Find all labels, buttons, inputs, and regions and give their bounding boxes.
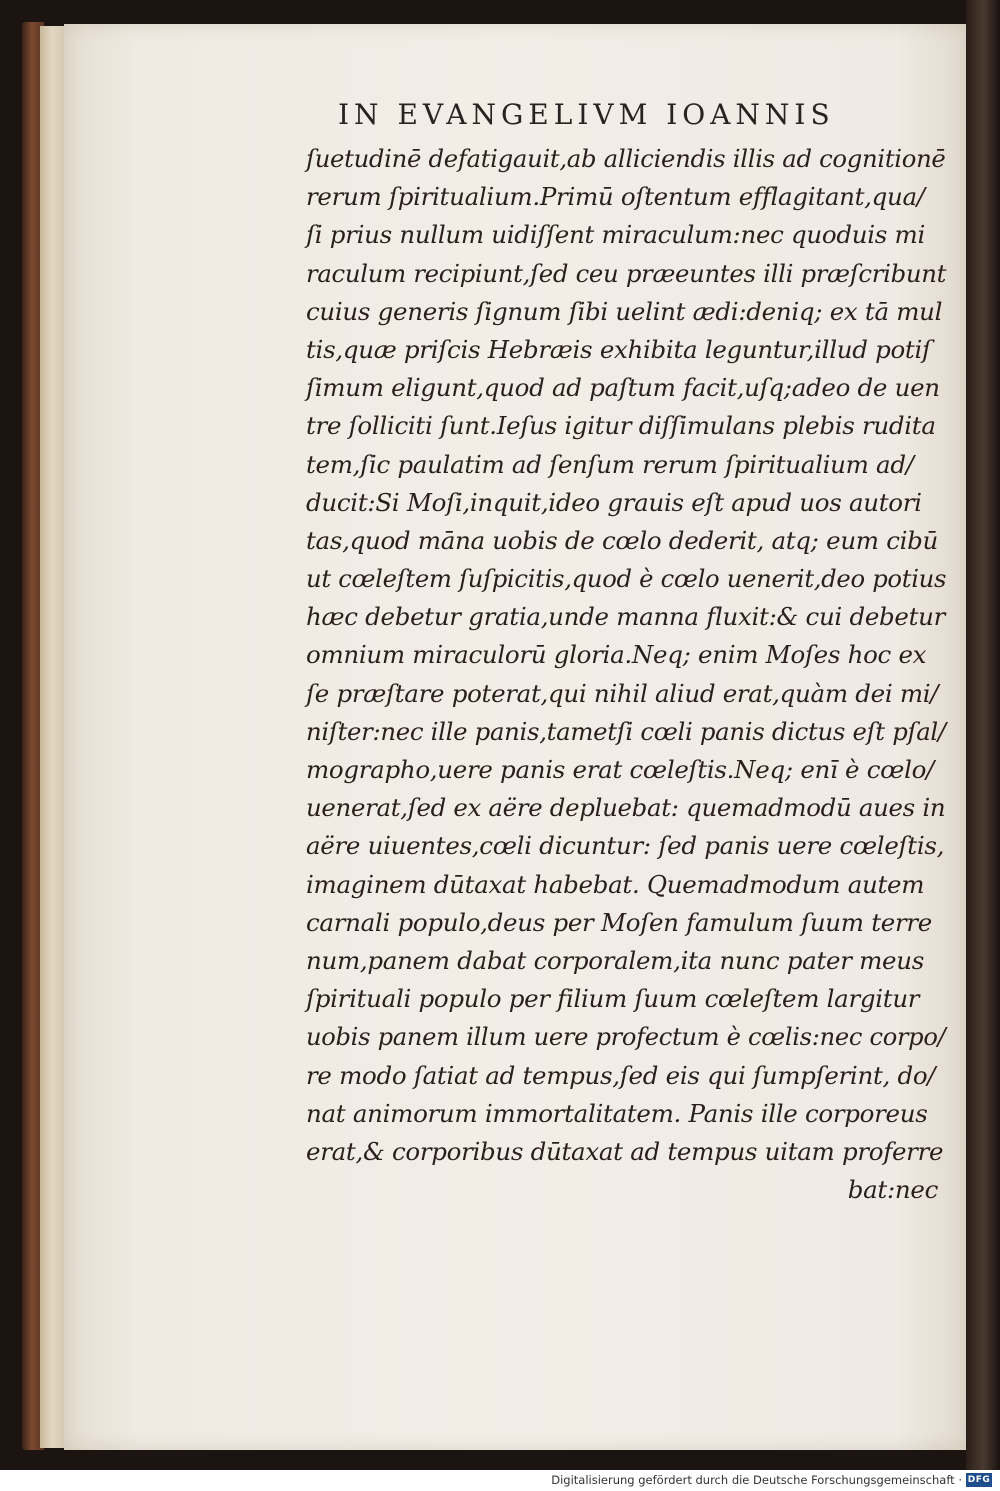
text-line: raculum recipiunt,ſed ceu præeuntes illi præſcribunt xyxy=(306,258,947,288)
text-line: omnium miraculorū gloria.Neq; enim Moſes hoc ex xyxy=(306,640,927,670)
book-binding-edge xyxy=(966,0,1000,1470)
funding-credit: Digitalisierung gefördert durch die Deutsche Forschungsgemeinschaft · xyxy=(551,1473,962,1487)
text-line: mographo,uere panis erat cœleſtis.Neq; enī è cœlo/ xyxy=(306,755,935,784)
text-line: nat animorum immortalitatem. Panis ille corporeus xyxy=(306,1098,928,1128)
text-line: imaginem dūtaxat habebat. Quemadmodum autem xyxy=(306,869,925,899)
text-line: ſpirituali populo per filium ſuum cœleſtem largitur xyxy=(306,984,920,1014)
text-line: tis,quæ priſcis Hebræis exhibita leguntur,illud potiſ xyxy=(306,334,931,364)
text-line: ſe præſtare poterat,qui nihil aliud erat,quàm dei mi/ xyxy=(306,678,939,708)
text-line: ut cœleſtem ſuſpicitis,quod è cœlo uenerit,deo potius xyxy=(306,564,947,594)
text-line: ſuetudinē defatigauit,ab alliciendis illis ad cognitionē xyxy=(306,144,946,173)
text-line: num,panem dabat corporalem,ita nunc pater meus xyxy=(306,945,925,975)
dfg-logo-icon[interactable]: DFG xyxy=(967,1475,991,1485)
running-head: IN EVANGELIVM IOANNIS xyxy=(338,98,835,131)
text-line: ducit:Si Moſi,inquit,ideo grauis eſt apud uos autori xyxy=(306,487,922,517)
text-line: aëre uiuentes,cœli dicuntur: ſed panis uere cœleſtis, xyxy=(306,831,945,861)
text-line: cuius generis ſignum ſibi uelint ædi:deniq; ex tā mul xyxy=(306,296,943,326)
text-line: re modo ſatiat ad tempus,ſed eis qui ſumpſerint, do/ xyxy=(306,1060,936,1090)
text-line: erat,& corporibus dūtaxat ad tempus uitam proferre xyxy=(306,1136,944,1166)
text-line: uenerat,ſed ex aëre depluebat: quemadmodū aues in xyxy=(306,793,946,823)
text-line: niſter:nec ille panis,tametſi cœli panis dictus eſt pſal/ xyxy=(306,716,946,746)
text-line: rerum ſpiritualium.Primū oſtentum efflagitant,qua/ xyxy=(306,182,925,212)
text-line: carnali populo,deus per Moſen famulum ſuum terre xyxy=(306,907,932,937)
text-line: ſimum eligunt,quod ad paſtum facit,uſq;adeo de uen xyxy=(306,373,940,403)
text-line: uobis panem illum uere profectum è cœlis:nec corpo/ xyxy=(306,1023,946,1052)
catchword: bat:nec xyxy=(847,1175,938,1205)
text-line: tas,quod māna uobis de cœlo dederit, atq; eum cibū xyxy=(306,525,939,555)
text-line: tre ſolliciti ſunt.Ieſus igitur diſſimulans plebis rudita xyxy=(306,411,936,441)
page-body-text xyxy=(306,140,946,1209)
text-line: tem,ſic paulatim ad ſenſum rerum ſpiritualium ad/ xyxy=(306,449,914,479)
text-line: ſi prius nullum uidiſſent miraculum:nec quoduis mi xyxy=(306,220,925,250)
text-line: hæc debetur gratia,unde manna fluxit:& cui debetur xyxy=(306,602,946,632)
footer-bar xyxy=(0,1470,1000,1491)
